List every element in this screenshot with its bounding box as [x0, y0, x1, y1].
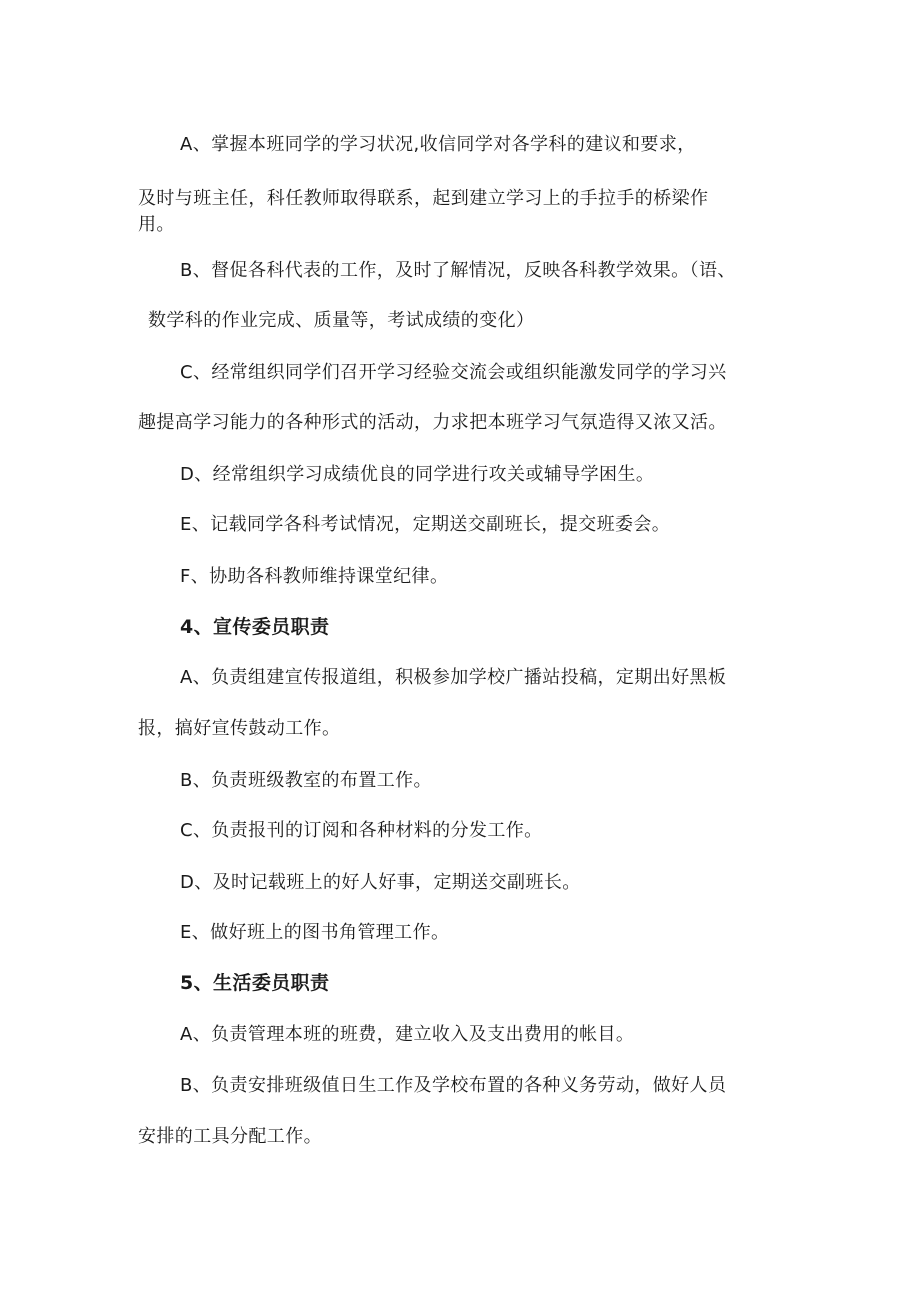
paragraph-c-line-2: 趣提高学习能力的各种形式的活动，力求把本班学习气氛造得又浓又活。 — [138, 412, 727, 433]
paragraph-f: F、协助各科教师维持课堂纪律。 — [180, 566, 449, 587]
publicity-a-line-1: A、负责组建宣传报道组，积极参加学校广播站投稿，定期出好黑板 — [180, 667, 727, 688]
life-a: A、负责管理本班的班费，建立收入及支出费用的帐目。 — [180, 1024, 635, 1045]
paragraph-a-line-1: A、掌握本班同学的学习状况,收信同学对各学科的建议和要求， — [180, 134, 696, 155]
publicity-d: D、及时记载班上的好人好事，定期送交副班长。 — [180, 872, 581, 893]
publicity-a-line-2: 报，搞好宣传鼓动工作。 — [138, 718, 341, 739]
paragraph-a-line-3: 用。 — [138, 214, 175, 235]
paragraph-e: E、记载同学各科考试情况，定期送交副班长，提交班委会。 — [180, 514, 671, 535]
paragraph-b-line-2: 数学科的作业完成、质量等，考试成绩的变化） — [148, 310, 535, 331]
publicity-c: C、负责报刊的订阅和各种材料的分发工作。 — [180, 820, 543, 841]
publicity-b: B、负责班级教室的布置工作。 — [180, 770, 432, 791]
section-heading-publicity: 4、宣传委员职责 — [180, 616, 330, 638]
publicity-e: E、做好班上的图书角管理工作。 — [180, 922, 450, 943]
paragraph-c-line-1: C、经常组织同学们召开学习经验交流会或组织能激发同学的学习兴 — [180, 362, 727, 383]
life-b-line-2: 安排的工具分配工作。 — [138, 1126, 322, 1147]
paragraph-a-line-2: 及时与班主任，科任教师取得联系，起到建立学习上的手拉手的桥梁作 — [138, 188, 709, 209]
section-heading-life: 5、生活委员职责 — [180, 972, 330, 994]
paragraph-b-line-1: B、督促各科代表的工作，及时了解情况，反映各科教学效果。（语、 — [180, 260, 736, 281]
paragraph-d: D、经常组织学习成绩优良的同学进行攻关或辅导学困生。 — [180, 464, 655, 485]
life-b-line-1: B、负责安排班级值日生工作及学校布置的各种义务劳动，做好人员 — [180, 1075, 727, 1096]
